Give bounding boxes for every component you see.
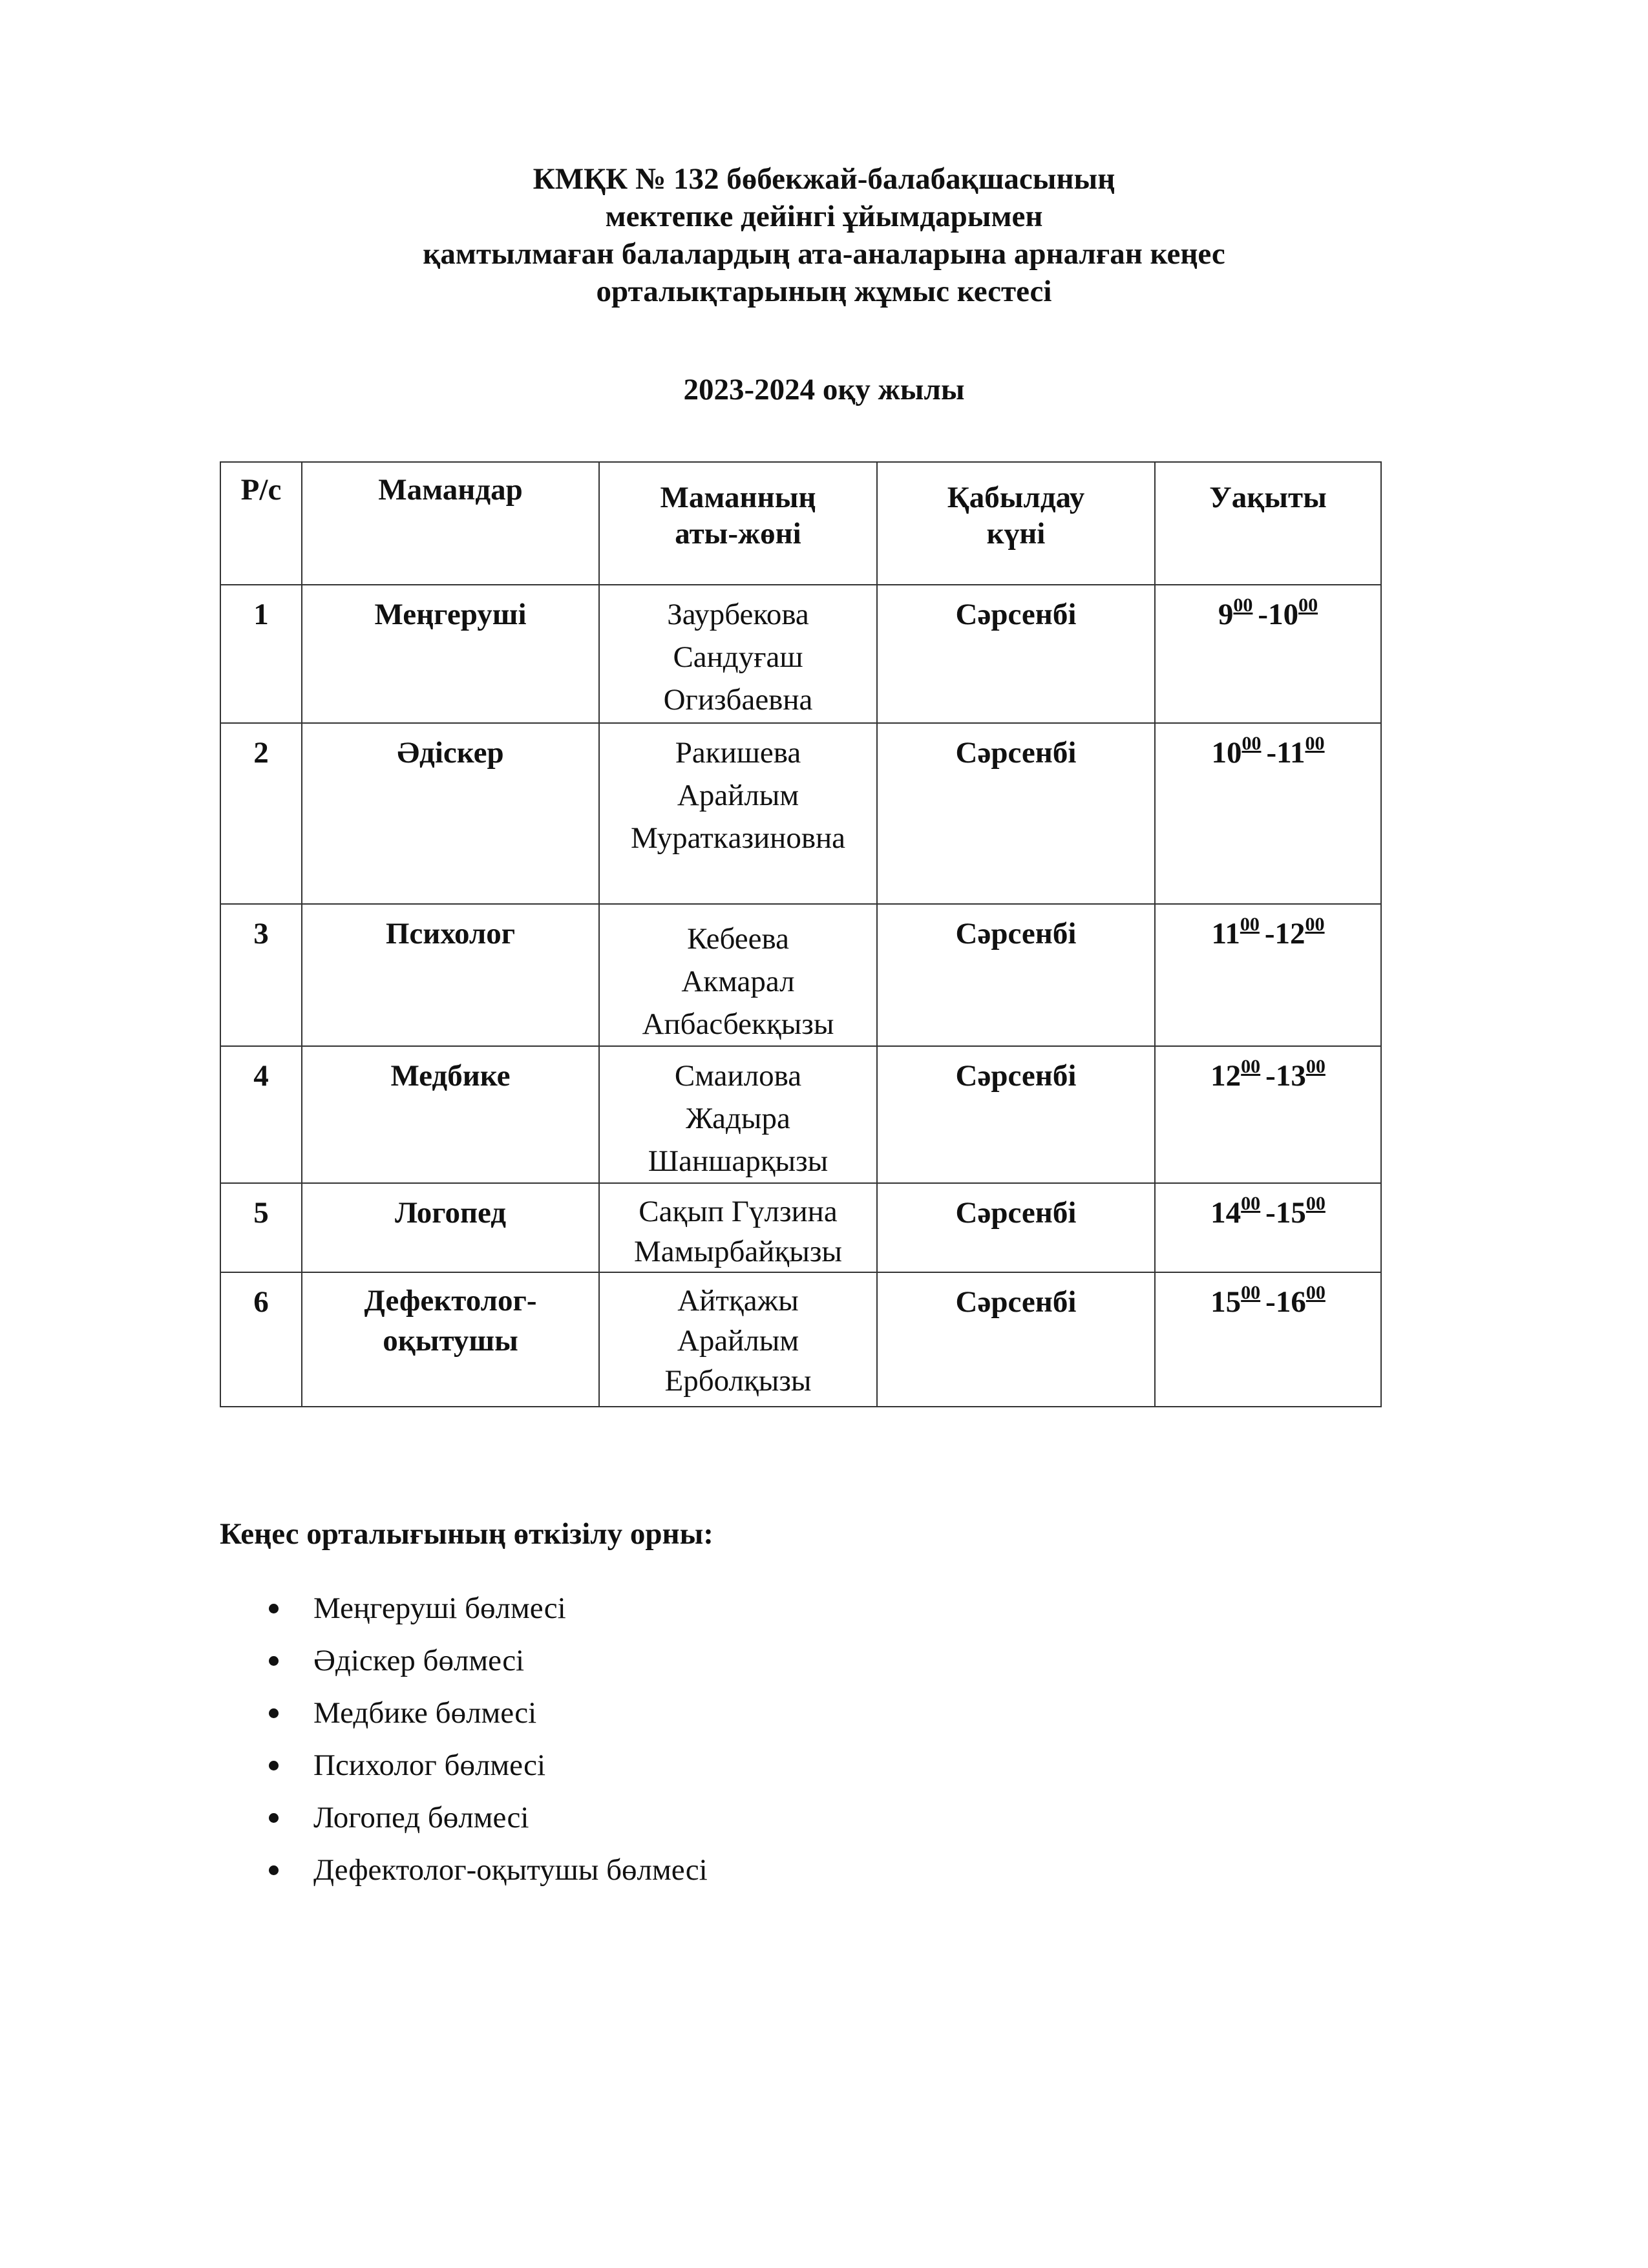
- reception-day-cell: Сәрсенбі: [877, 904, 1155, 1046]
- name-line: Акмарал: [681, 965, 795, 998]
- time-start-minute: 00: [1241, 733, 1262, 754]
- list-item-text: Дефектолог-оқытушы бөлмесі: [313, 1853, 708, 1887]
- specialist-cell: Меңгеруші: [302, 585, 599, 723]
- bullet-icon: [269, 1604, 279, 1613]
- list-item: [220, 1694, 708, 1747]
- reception-day-cell: Сәрсенбі: [877, 1183, 1155, 1272]
- specialist-line: оқытушы: [383, 1324, 518, 1358]
- venue-label: Кеңес орталығының өткізілу орны:: [220, 1517, 713, 1551]
- name-line: Айтқажы: [677, 1284, 799, 1318]
- list-item-text: Логопед бөлмесі: [313, 1801, 529, 1834]
- list-item-text: Медбике бөлмесі: [313, 1696, 537, 1730]
- bullet-icon: [269, 1656, 279, 1666]
- time-start-hour: 10: [1211, 736, 1242, 770]
- header-time: Уақыты: [1155, 462, 1381, 585]
- list-item-text: Психолог бөлмесі: [313, 1748, 546, 1782]
- schedule-table: [220, 461, 1382, 1407]
- specialist-cell: Әдіскер: [302, 723, 599, 904]
- specialist-name-cell: [599, 1272, 877, 1407]
- name-line: Кебеева: [687, 922, 789, 956]
- row-number: 5: [220, 1183, 302, 1272]
- name-line: Мамырбайқызы: [634, 1235, 842, 1268]
- title-line-4: орталықтарының жұмыс кестесі: [596, 275, 1052, 308]
- row-number: 6: [220, 1272, 302, 1407]
- list-item: [220, 1851, 708, 1904]
- reception-day-cell: Сәрсенбі: [877, 723, 1155, 904]
- time-end-hour: -15: [1265, 1196, 1306, 1230]
- name-line: Шаншарқызы: [648, 1144, 829, 1178]
- reception-day-cell: Сәрсенбі: [877, 585, 1155, 723]
- reception-day-cell: Сәрсенбі: [877, 1272, 1155, 1407]
- time-start-minute: 00: [1241, 1282, 1261, 1303]
- time-start-hour: 9: [1218, 598, 1234, 631]
- title-line-2: мектепке дейінгі ұйымдарымен: [605, 200, 1043, 233]
- row-number: 3: [220, 904, 302, 1046]
- header-name-line-2: аты-жөні: [675, 517, 801, 551]
- name-line: Огизбаевна: [663, 683, 813, 717]
- document-title: [0, 160, 1648, 310]
- specialist-name-cell: [599, 723, 877, 904]
- table-row: [220, 904, 1381, 1046]
- time-end-hour: -13: [1265, 1059, 1306, 1093]
- time-start-hour: 11: [1211, 917, 1240, 950]
- row-number: 2: [220, 723, 302, 904]
- name-line: Арайлым: [677, 779, 799, 812]
- name-line: Ракишева: [675, 736, 801, 770]
- specialist-name-cell: [599, 585, 877, 723]
- time-cell: [1155, 1183, 1381, 1272]
- table-header-row: [220, 462, 1381, 585]
- time-cell: [1155, 1272, 1381, 1407]
- bullet-icon: [269, 1865, 279, 1875]
- row-number: 1: [220, 585, 302, 723]
- specialist-name-cell: [599, 1046, 877, 1183]
- time-end-minute: 00: [1298, 594, 1318, 616]
- time-cell: [1155, 904, 1381, 1046]
- name-line: Жадыра: [686, 1102, 790, 1135]
- time-start-minute: 00: [1241, 1193, 1261, 1214]
- table-row: [220, 585, 1381, 723]
- time-end-hour: -10: [1258, 598, 1299, 631]
- time-end-hour: -12: [1264, 917, 1305, 950]
- reception-day-cell: Сәрсенбі: [877, 1046, 1155, 1183]
- title-line-3: қамтылмаған балалардың ата-аналарына арналған кеңес: [423, 237, 1225, 271]
- table-row: [220, 1183, 1381, 1272]
- specialist-cell: Медбике: [302, 1046, 599, 1183]
- table-row: [220, 723, 1381, 904]
- time-start-minute: 00: [1233, 594, 1253, 616]
- table-row: [220, 1272, 1381, 1407]
- time-start-hour: 12: [1210, 1059, 1241, 1093]
- header-day: [877, 462, 1155, 585]
- time-cell: [1155, 723, 1381, 904]
- list-item-text: Әдіскер бөлмесі: [313, 1644, 525, 1677]
- list-item: [220, 1642, 708, 1694]
- name-line: Ерболқызы: [664, 1364, 812, 1398]
- specialist-cell: [302, 1272, 599, 1407]
- time-start-minute: 00: [1240, 914, 1260, 935]
- time-cell: [1155, 1046, 1381, 1183]
- title-line-1: КМҚК № 132 бөбекжай-балабақшасының: [533, 162, 1115, 196]
- list-item: [220, 1747, 708, 1799]
- name-line: Сақып Гүлзина: [639, 1195, 838, 1228]
- header-specialists: Мамандар: [302, 462, 599, 585]
- time-cell: [1155, 585, 1381, 723]
- bullet-icon: [269, 1761, 279, 1770]
- time-start-minute: 00: [1241, 1056, 1261, 1077]
- time-end-hour: -16: [1265, 1285, 1306, 1319]
- bullet-icon: [269, 1813, 279, 1823]
- name-line: Арайлым: [677, 1324, 799, 1358]
- specialist-name-cell: [599, 1183, 877, 1272]
- header-day-line-1: Қабылдау: [947, 481, 1085, 514]
- academic-year: 2023-2024 оқу жылы: [683, 373, 965, 406]
- name-line: Смаилова: [674, 1059, 802, 1093]
- table-row: [220, 1046, 1381, 1183]
- bullet-icon: [269, 1708, 279, 1718]
- list-item: [220, 1590, 708, 1642]
- time-start-hour: 15: [1210, 1285, 1241, 1319]
- header-day-line-2: күні: [986, 517, 1046, 551]
- header-num: Р/с: [220, 462, 302, 585]
- time-end-minute: 00: [1305, 914, 1325, 935]
- name-line: Сандуғаш: [673, 640, 803, 674]
- time-end-hour: -11: [1266, 736, 1305, 770]
- specialist-line: Дефектолог-: [364, 1284, 537, 1318]
- specialist-cell: Психолог: [302, 904, 599, 1046]
- name-line: Мураткaзиновна: [630, 821, 846, 855]
- list-item: [220, 1799, 708, 1851]
- row-number: 4: [220, 1046, 302, 1183]
- name-line: Апбасбекқызы: [642, 1007, 834, 1041]
- specialist-cell: Логопед: [302, 1183, 599, 1272]
- list-item-text: Меңгеруші бөлмесі: [313, 1591, 566, 1625]
- header-name: [599, 462, 877, 585]
- time-end-minute: 00: [1305, 733, 1325, 754]
- name-line: Заурбекова: [667, 598, 809, 631]
- header-name-line-1: Маманның: [660, 481, 816, 514]
- venue-list: [220, 1590, 708, 1904]
- time-end-minute: 00: [1305, 1282, 1326, 1303]
- time-end-minute: 00: [1305, 1193, 1326, 1214]
- specialist-name-cell: [599, 904, 877, 1046]
- time-end-minute: 00: [1305, 1056, 1326, 1077]
- time-start-hour: 14: [1210, 1196, 1241, 1230]
